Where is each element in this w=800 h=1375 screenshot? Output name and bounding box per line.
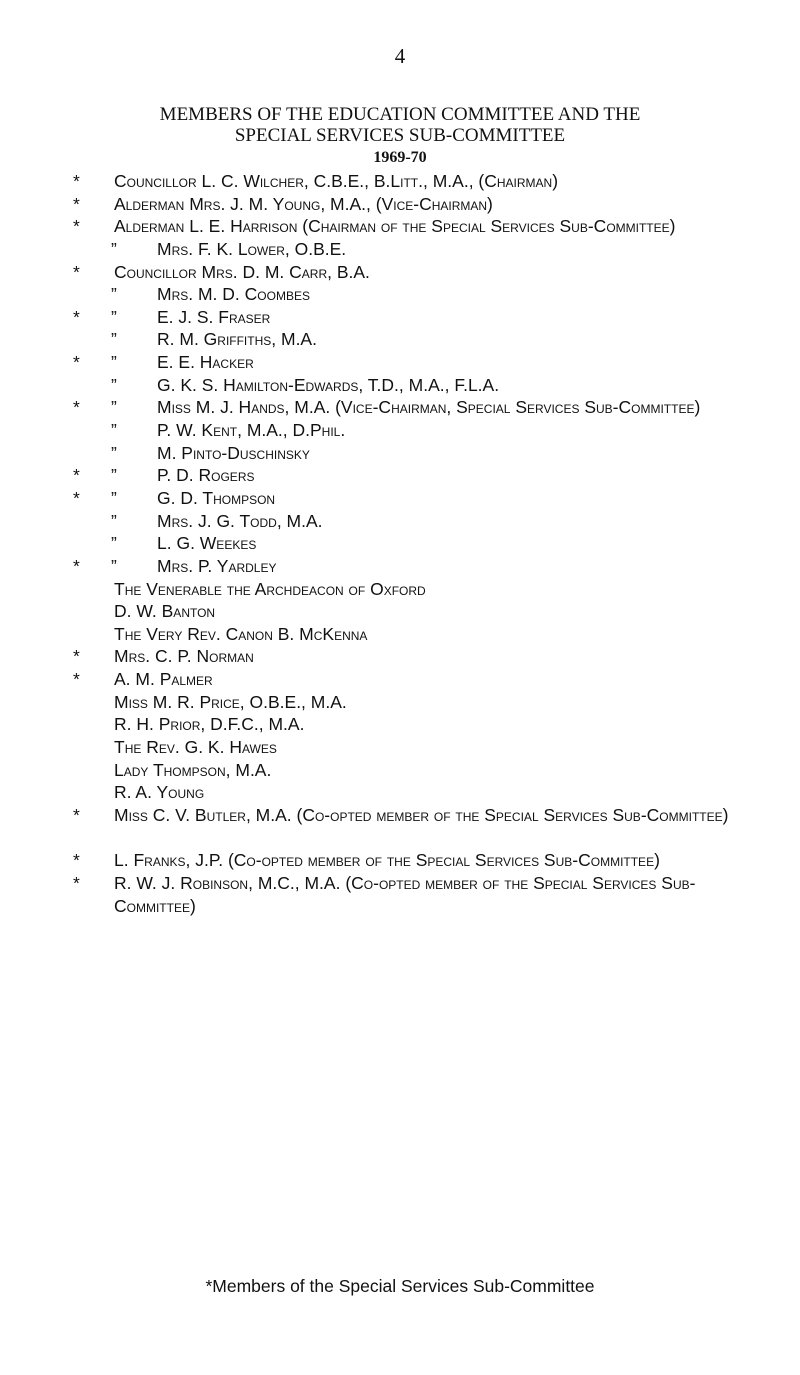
ditto-mark: ” [111,442,117,463]
ditto-mark: ” [111,510,117,531]
member-entry [0,736,800,759]
member-entry [0,645,800,668]
ditto-mark: ” [111,374,117,395]
member-entry [0,623,800,646]
member-entry [0,442,800,465]
member-name: Miss M. J. Hands, M.A. (Vice-Chairman, Special Services Sub-Committee) [157,397,701,418]
member-name: The Very Rev. Canon B. McKenna [114,623,368,644]
member-name: Lady Thompson, M.A. [114,759,272,780]
member-entry [0,328,800,351]
ditto-mark: ” [111,465,117,486]
member-name: Councillor L. C. Wilcher, C.B.E., B.Litt., M.A., (Chairman) [114,171,559,191]
member-list [0,170,800,917]
title-line-1: MEMBERS OF THE EDUCATION COMMITTEE AND THE [159,104,641,125]
member-entry [0,396,800,419]
member-name: R. M. Griffiths, M.A. [157,329,317,350]
footnote: *Members of the Special Services Sub-Committee [205,1276,595,1296]
sub-committee-marker: * [73,555,80,576]
ditto-mark: ” [111,306,117,327]
member-entry [0,487,800,510]
member-entry [0,261,800,284]
ditto-mark: ” [111,238,117,259]
member-name: D. W. Banton [114,601,216,622]
sub-committee-marker: * [73,306,80,327]
member-name: Miss C. V. Butler, M.A. (Co-opted member of the Special Services Sub-Committee) [114,804,729,825]
ditto-mark: ” [111,487,117,508]
sub-committee-marker: * [73,804,80,825]
member-entry [0,351,800,374]
sub-committee-marker: * [73,669,80,690]
member-entry [0,713,800,736]
member-name: The Venerable the Archdeacon of Oxford [114,578,426,599]
member-entry [0,193,800,216]
sub-committee-marker: * [73,487,80,508]
sub-committee-marker: * [73,171,80,191]
member-entry [0,170,800,193]
member-entry [0,804,800,849]
member-entry [0,532,800,555]
sub-committee-marker: * [73,872,80,893]
sub-committee-marker: * [73,216,80,237]
member-name: P. D. Rogers [157,465,255,486]
ditto-mark: ” [111,420,117,441]
member-name: R. H. Prior, D.F.C., M.A. [114,714,305,735]
member-name: M. Pinto-Duschinsky [157,442,310,463]
member-entry [0,781,800,804]
member-name: R. A. Young [114,782,205,803]
sub-committee-marker: * [73,193,80,214]
member-name: Mrs. M. D. Coombes [157,284,310,305]
member-entry [0,374,800,397]
member-name: Mrs. F. K. Lower, O.B.E. [157,238,347,259]
sub-committee-marker: * [73,261,80,282]
sub-committee-marker: * [73,465,80,486]
member-entry [0,578,800,601]
member-name: P. W. Kent, M.A., D.Phil. [157,420,346,441]
member-entry [0,306,800,329]
member-name: G. D. Thompson [157,487,276,508]
member-name: G. K. S. Hamilton-Edwards, T.D., M.A., F.L.A. [157,374,500,395]
member-name: R. W. J. Robinson, M.C., M.A. (Co-opted member of the Special Services Sub-Committee) [114,872,696,916]
member-name: Alderman Mrs. J. M. Young, M.A., (Vice-Chairman) [114,193,493,214]
member-name: Alderman L. E. Harrison (Chairman of the Special Services Sub-Committee) [114,216,676,237]
member-entry [0,510,800,533]
member-name: L. Franks, J.P. (Co-opted member of the Special Services Sub-Committee) [114,850,660,871]
ditto-mark: ” [111,352,117,373]
ditto-mark: ” [111,555,117,576]
page-number: 4 [394,44,406,68]
member-name: E. E. Hacker [157,352,254,373]
member-entry [0,849,800,872]
sub-committee-marker: * [73,352,80,373]
member-entry [0,215,800,238]
member-name: Councillor Mrs. D. M. Carr, B.A. [114,261,370,282]
sub-committee-marker: * [73,646,80,667]
member-name: A. M. Palmer [114,669,213,690]
member-entry [0,464,800,487]
ditto-mark: ” [111,329,117,350]
member-entry [0,555,800,578]
title-year: 1969-70 [373,149,427,166]
member-entry [0,691,800,714]
sub-committee-marker: * [73,850,80,871]
member-entry [0,600,800,623]
member-entry [0,238,800,261]
member-entry [0,759,800,782]
member-name: Mrs. C. P. Norman [114,646,254,667]
member-entry [0,668,800,691]
member-name: Miss M. R. Price, O.B.E., M.A. [114,691,347,712]
member-name: The Rev. G. K. Hawes [114,737,277,758]
sub-committee-marker: * [73,397,80,418]
ditto-mark: ” [111,397,117,418]
member-name: L. G. Weekes [157,533,257,554]
member-entry [0,419,800,442]
member-name: Mrs. P. Yardley [157,555,277,576]
member-name: E. J. S. Fraser [157,306,271,327]
member-entry [0,283,800,306]
member-entry [0,872,800,917]
member-name: Mrs. J. G. Todd, M.A. [157,510,323,531]
ditto-mark: ” [111,533,117,554]
ditto-mark: ” [111,284,117,305]
title-line-2: SPECIAL SERVICES SUB-COMMITTEE [234,125,566,146]
